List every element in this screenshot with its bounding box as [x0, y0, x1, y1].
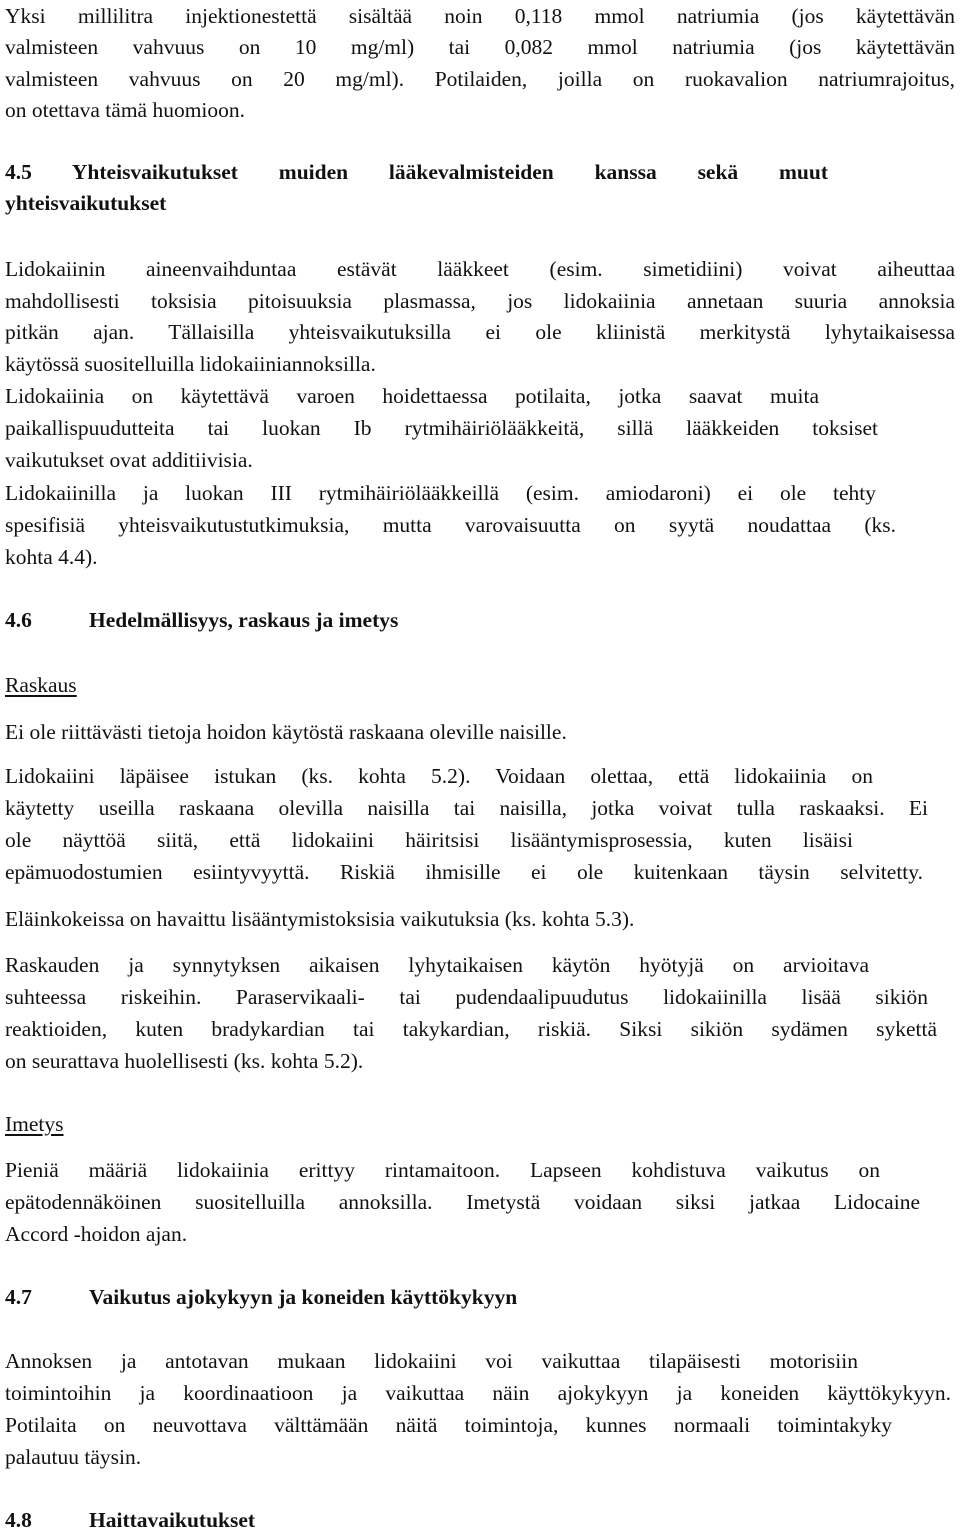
- subheading-breastfeeding: Imetys: [5, 1112, 64, 1136]
- text-line: käytetty useilla raskaana olevilla naisilla tai naisilla, jotka voivat tulla raskaaksi. Ei: [5, 796, 928, 820]
- text-line: epätodennäköinen suositelluilla annoksilla. Imetystä voidaan siksi jatkaa Lidocaine: [5, 1190, 920, 1214]
- section-heading-4-8: [5, 1504, 255, 1536]
- text-line: toimintoihin ja koordinaatioon ja vaikuttaa näin ajokykyyn ja koneiden käyttökykyyn.: [5, 1381, 951, 1405]
- text-line: pitkän ajan. Tällaisilla yhteisvaikutuksilla ei ole kliinistä merkitystä lyhytaikaisessa: [5, 320, 955, 344]
- subheading-pregnancy: Raskaus: [5, 673, 77, 697]
- section-number: 4.7: [5, 1285, 32, 1309]
- text-line: Lidokaiinilla ja luokan III rytmihäiriölääkkeillä (esim. amiodaroni) ei ole tehty: [5, 481, 876, 505]
- text-line: on otettava tämä huomioon.: [5, 98, 246, 122]
- section-title: Vaikutus ajokykyyn ja koneiden käyttökykyyn: [89, 1285, 518, 1309]
- text-line: vaikutukset ovat additiivisia.: [5, 448, 253, 472]
- section-heading-4-7: [5, 1281, 517, 1313]
- text-line: reaktioiden, kuten bradykardian tai takykardian, riskiä. Siksi sikiön sydämen sykettä: [5, 1017, 937, 1041]
- text-line: spesifisiä yhteisvaikutustutkimuksia, mutta varovaisuutta on syytä noudattaa (ks.: [5, 513, 896, 537]
- text-line: suhteessa riskeihin. Paraservikaali- tai pudendaalipuudutus lidokaiinilla lisää sikiön: [5, 985, 928, 1009]
- text-line: palautuu täysin.: [5, 1445, 142, 1469]
- text-line: Accord -hoidon ajan.: [5, 1222, 188, 1246]
- text-line: on seurattava huolellisesti (ks. kohta 5.2).: [5, 1049, 364, 1073]
- text-line: ole näyttöä siitä, että lidokaiini häiritsisi lisääntymisprosessia, kuten lisäisi: [5, 828, 853, 852]
- text-line: Lidokaiinia on käytettävä varoen hoidettaessa potilaita, jotka saavat muita: [5, 384, 819, 408]
- text-line: epämuodostumien esiintyvyyttä. Riskiä ihmisille ei ole kuitenkaan täysin selvitetty.: [5, 860, 923, 884]
- text-line: Raskauden ja synnytyksen aikaisen lyhytaikaisen käytön hyötyjä on arvioitava: [5, 953, 869, 977]
- text-line: Potilaita on neuvottava välttämään näitä toimintoja, kunnes normaali toimintakyky: [5, 1413, 892, 1437]
- text-line: valmisteen vahvuus on 10 mg/ml) tai 0,082 mmol natriumia (jos käytettävän: [5, 35, 955, 59]
- section-heading-4-5-cont: yhteisvaikutukset: [5, 191, 167, 215]
- section-title: Hedelmällisyys, raskaus ja imetys: [89, 608, 399, 632]
- section-heading-4-5: 4.5 Yhteisvaikutukset muiden lääkevalmisteiden kanssa sekä muut: [5, 160, 828, 184]
- text-line: mahdollisesti toksisia pitoisuuksia plasmassa, jos lidokaiinia annetaan suuria annoksia: [5, 289, 955, 313]
- section-number: 4.8: [5, 1508, 32, 1532]
- text-line: Lidokaiini läpäisee istukan (ks. kohta 5.2). Voidaan olettaa, että lidokaiinia on: [5, 764, 873, 788]
- section-title: Haittavaikutukset: [89, 1508, 256, 1532]
- pregnancy-paragraph-3: Eläinkokeissa on havaittu lisääntymistoksisia vaikutuksia (ks. kohta 5.3).: [5, 907, 635, 931]
- text-line: paikallispuudutteita tai luokan Ib rytmihäiriölääkkeitä, sillä lääkkeiden toksiset: [5, 416, 878, 440]
- text-line: Lidokaiinin aineenvaihduntaa estävät lääkkeet (esim. simetidiini) voivat aiheuttaa: [5, 257, 955, 281]
- text-line: kohta 4.4).: [5, 545, 98, 569]
- pregnancy-paragraph-1: Ei ole riittävästi tietoja hoidon käytöstä raskaana oleville naisille.: [5, 720, 567, 744]
- section-heading-4-6: [5, 604, 398, 636]
- text-line: Pieniä määriä lidokaiinia erittyy rintamaitoon. Lapseen kohdistuva vaikutus on: [5, 1158, 880, 1182]
- text-line: valmisteen vahvuus on 20 mg/ml). Potilaiden, joilla on ruokavalion natriumrajoitus,: [5, 67, 955, 91]
- text-line: Annoksen ja antotavan mukaan lidokaiini voi vaikuttaa tilapäisesti motorisiin: [5, 1349, 858, 1373]
- text-line: käytössä suositelluilla lidokaiiniannoksilla.: [5, 352, 376, 376]
- section-number: 4.6: [5, 608, 32, 632]
- text-line: Yksi millilitra injektionestettä sisältää noin 0,118 mmol natriumia (jos käytettävän: [5, 4, 955, 28]
